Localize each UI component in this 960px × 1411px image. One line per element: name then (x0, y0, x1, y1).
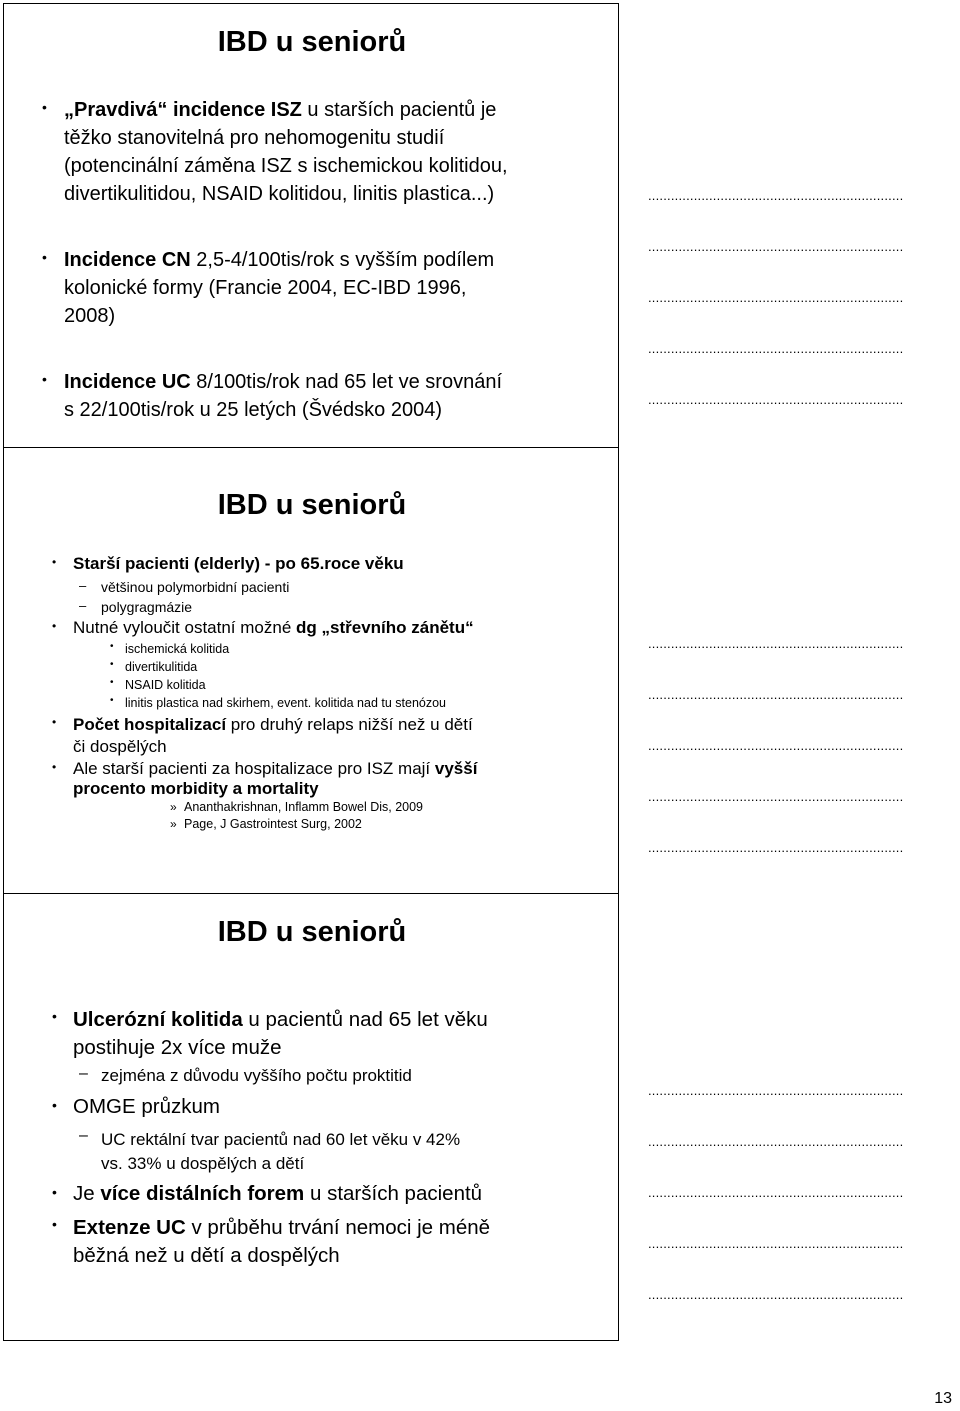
subitem-text: polygragmázie (101, 599, 193, 615)
reference-text: Ananthakrishnan, Inflamm Bowel Dis, 2009 (184, 800, 424, 814)
notes-line: ................................................................... (648, 1083, 904, 1098)
notes-line: ................................................................... (648, 341, 904, 356)
bullet-dot: • (110, 695, 114, 706)
notes-line: ................................................................... (648, 840, 904, 855)
notes-line: ................................................................... (648, 789, 904, 804)
bullet-text: Nutné vyloučit ostatní možné dg „střevního zánětu“ (73, 618, 474, 637)
dash: – (79, 598, 87, 613)
bullet-text: Ale starší pacienti za hospitalizace pro ISZ mají vyšší procento morbidity a mortality (73, 759, 478, 798)
bullet-text: OMGE průzkum (73, 1095, 220, 1118)
bullet-text: Incidence CN 2,5-4/100tis/rok s vyšším podílem kolonické formy (Francie 2004, EC-IBD 1996, 2008) (64, 249, 495, 327)
bullet-text: Ulcerózní kolitida u pacientů nad 65 let věku postihuje 2x více muže (73, 1008, 488, 1059)
notes-line: ................................................................... (648, 1185, 904, 1200)
bullet-dot: • (110, 659, 114, 670)
subitem-text: většinou polymorbidní pacienti (101, 579, 290, 595)
bullet-dot: • (52, 760, 57, 774)
bullet-dot: • (42, 99, 47, 115)
notes-line: ................................................................... (648, 188, 904, 203)
bullet-text: Počet hospitalizací pro druhý relaps nižší než u dětí či dospělých (73, 715, 473, 756)
notes-line: ................................................................... (648, 1287, 904, 1302)
page-number: 13 (934, 1390, 952, 1407)
bullet-text: Starší pacienti (elderly) - po 65.roce věku (73, 554, 404, 573)
bullet-dot: • (52, 1097, 57, 1113)
bullet-dot: • (42, 249, 47, 265)
bullet-dot: • (52, 619, 57, 633)
subitem-text: UC rektální tvar pacientů nad 60 let věku v 42% vs. 33% u dospělých a dětí (101, 1130, 461, 1173)
notes-line: ................................................................... (648, 1134, 904, 1149)
slide-1-title: IBD u seniorů (217, 26, 407, 58)
notes-line: ................................................................... (648, 1236, 904, 1251)
dash: – (79, 1065, 88, 1082)
bullet-text: „Pravdivá“ incidence ISZ u starších pacientů je těžko stanovitelná pro nehomogenitu studií (potencinální záměna ISZ s ischemickou kolitidou, divertikulitidou, NSAID kolitidou, linitis plastica...) (64, 99, 508, 205)
notes-line: ................................................................... (648, 290, 904, 305)
bullet-dot: • (52, 715, 57, 729)
subitem-text: zejména z důvodu vyššího počtu proktitid (101, 1066, 412, 1085)
bullet-dot: • (110, 677, 114, 688)
ref-marker: » (170, 817, 177, 831)
bullet-dot: • (52, 555, 57, 569)
bullet-dot: • (52, 1216, 57, 1232)
bullet-dot: • (52, 1008, 57, 1024)
slide-3 (3, 893, 619, 1341)
notes-line: ................................................................... (648, 687, 904, 702)
slide-3-title: IBD u seniorů (217, 916, 407, 948)
subitem-text: divertikulitida (125, 660, 198, 674)
reference-text: Page, J Gastrointest Surg, 2002 (184, 817, 362, 831)
ref-marker: » (170, 800, 177, 814)
notes-line: ................................................................... (648, 738, 904, 753)
bullet-dot: • (110, 641, 114, 652)
bullet-text: Incidence UC 8/100tis/rok nad 65 let ve srovnání s 22/100tis/rok u 25 letých (Švédsko 2004) (64, 371, 503, 421)
slide-2 (3, 447, 619, 894)
slide-1 (3, 3, 619, 449)
bullet-dot: • (42, 371, 47, 387)
dash: – (79, 1127, 88, 1144)
dash: – (79, 578, 87, 593)
subitem-text: NSAID kolitida (125, 678, 206, 692)
slide-2-title: IBD u seniorů (217, 489, 407, 521)
subitem-text: linitis plastica nad skirhem, event. kolitida nad tu stenózou (125, 696, 447, 710)
bullet-text: Extenze UC v průběhu trvání nemoci je méně běžná než u dětí a dospělých (73, 1216, 491, 1267)
subitem-text: ischemická kolitida (125, 642, 230, 656)
bullet-dot: • (52, 1184, 57, 1200)
bullet-text: Je více distálních forem u starších pacientů (73, 1182, 483, 1205)
notes-line: ................................................................... (648, 636, 904, 651)
notes-line: ................................................................... (648, 239, 904, 254)
notes-line: ................................................................... (648, 392, 904, 407)
